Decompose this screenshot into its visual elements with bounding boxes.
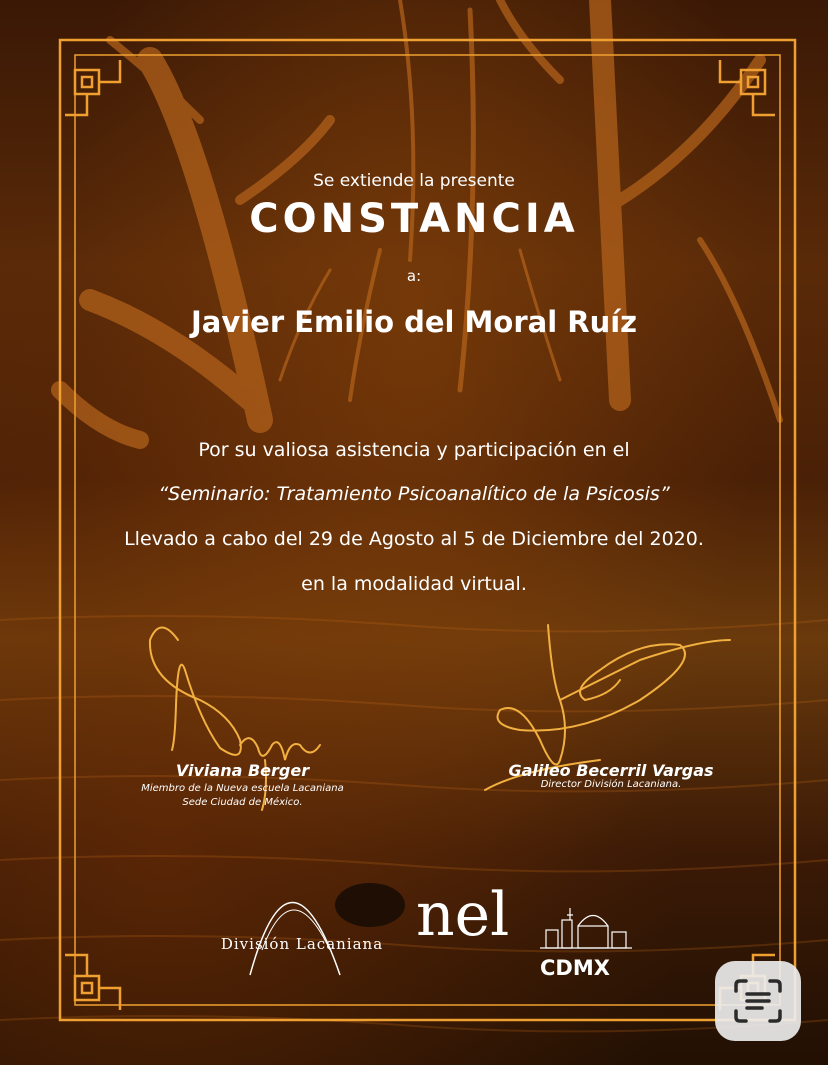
signature-right-role: Director División Lacaniana. [540,779,682,790]
certificate-title: CONSTANCIA [249,196,579,242]
recipient-name: Javier Emilio del Moral Ruíz [190,305,638,339]
signature-left-name: Viviana Berger [175,761,310,780]
body-line-1: Por su valiosa asistencia y participación en el [198,439,630,461]
signature-left-role-2: Sede Ciudad de México. [182,797,303,808]
certificate-intro: Se extiende la presente [313,171,515,191]
signature-right-name: Galileo Becerril Vargas [508,761,714,780]
division-lacaniana-logo: División Lacaniana [220,935,384,953]
cdmx-logo: CDMX [540,956,610,980]
body-line-4: en la modalidad virtual. [301,573,527,595]
signature-left-role-1: Miembro de la Nueva escuela Lacaniana [141,783,344,794]
nel-logo: nel [416,880,510,950]
scan-text-button[interactable] [715,961,801,1041]
to-label: a: [406,267,422,285]
body-line-3: Llevado a cabo del 29 de Agosto al 5 de Diciembre del 2020. [124,528,704,550]
cdmx-skyline-icon [540,908,632,948]
scan-text-icon [732,977,784,1025]
seminar-title: “Seminario: Tratamiento Psicoanalítico de la Psicosis” [158,483,670,505]
